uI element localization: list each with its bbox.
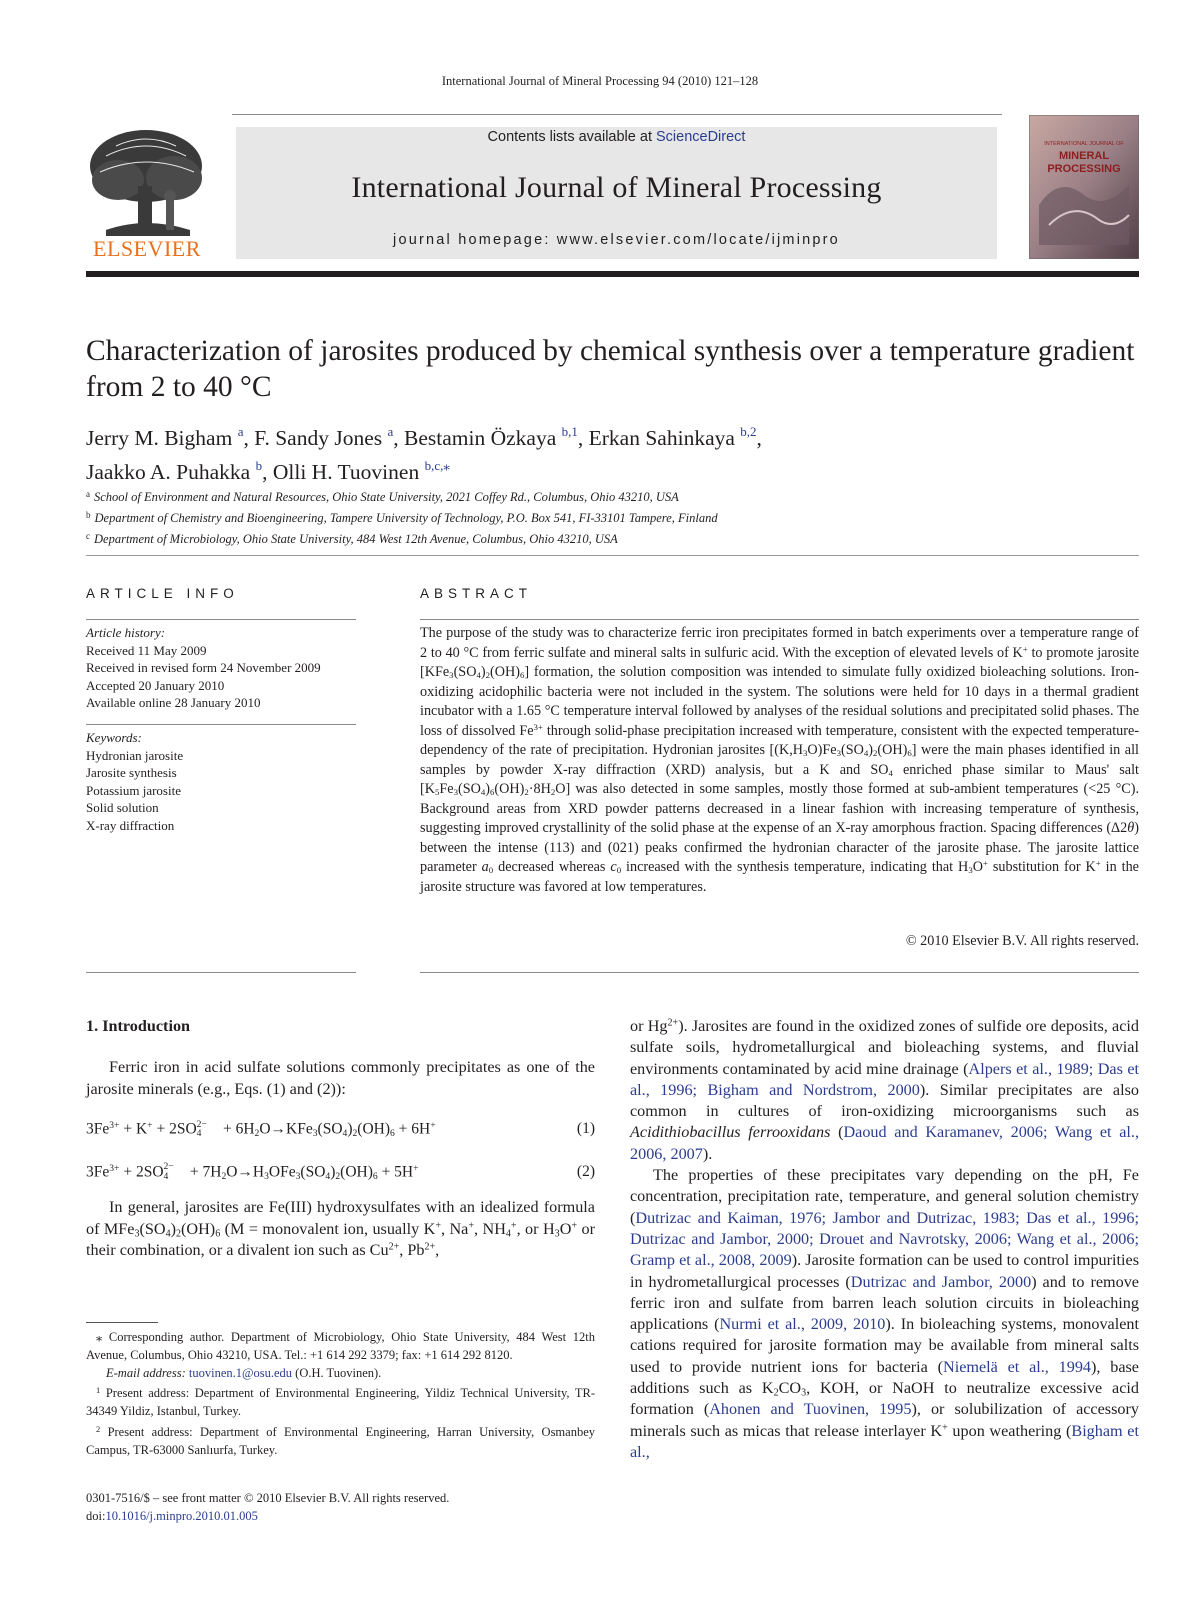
journal-homepage-link[interactable]: journal homepage: www.elsevier.com/locate/ijminpro [393, 232, 840, 248]
abstract-text: The purpose of the study was to characterize ferric iron precipitates formed in batch experiments over a temperature range of 2 to 40 °C from ferric sulfate and mineral salts in sulfuric acid. With the exception of elevated levels of K+ to promote jarosite $[KFe_3(SO_4)_2(OH)_6]$ formation, the solution composition was intended to simulate fully oxidized bioleaching solutions. Iron-oxidizing acidophilic bacteria were not included in the system. The solutions were held for 10 days in a thermal gradient incubator with a 1.65 °C temperature interval followed by analyses of the residual solutions and precipitated solid phases. The loss of dissolved $Fe^{3+}$ through solid-phase precipitation increased with temperature, consistent with the expected temperature-dependency of the rate of precipitation. Hydronian jarosites $[(K,H_3O)Fe_3(SO_4)_2(OH)_6]$ were the main phases identified in all samples by powder X-ray diffraction (XRD) analysis, but a K and $SO_4$ enriched phase similar to Maus' salt $[K_5Fe_3(SO_4)_6(OH)_2\cdot 8H_2O]$ was also detected in some samples, mostly those formed at sub-ambient temperatures (<25 °C). Background areas from XRD powder patterns decreased in a linear fashion with increasing temperature of synthesis, suggesting improved crystallinity of the solid phase at the expense of an X-ray amorphous fraction. Spacing differences (Δ2θ) between the intense (113) and (021) peaks confirmed the hydronian character of the jarosite phase. The jarosite lattice parameter $a_0$ decreased whereas $c_0$ increased with the synthesis temperature, indicating that $H_3O^+$ substitution for K+ in the jarosite structure was favored at low temperatures. [420, 625, 1139, 895]
affiliation-marker[interactable]: b,2 [740, 424, 757, 439]
history-item: Received in revised form 24 November 2009 [86, 660, 321, 675]
issn-line: 0301-7516/$ – see front matter © 2010 Elsevier B.V. All rights reserved. [86, 1491, 450, 1505]
divider [86, 724, 356, 725]
keyword: Solid solution [86, 800, 159, 815]
history-item: Accepted 20 January 2010 [86, 677, 225, 693]
citation-link[interactable]: Dutrizac and Kaiman, 1976; Jambor and Dutrizac, 1983; Das et al., 1996; Dutrizac and Jambor, 2000; Drouet and Navrotsky, 2006; Wang et al., 2006; Gramp et al., 2008, 2009 [630, 1208, 1139, 1270]
equation-number: (1) [576, 1119, 595, 1137]
affiliation [86, 506, 1146, 527]
affiliation-text: School of Environment and Natural Resources, Ohio State University, 2021 Coffey Rd., Columbus, Ohio 43210, USA [94, 490, 679, 504]
svg-text:MINERAL: MINERAL [1058, 150, 1110, 162]
svg-text:ELSEVIER: ELSEVIER [93, 236, 201, 260]
body-right-column [630, 1016, 1139, 1463]
affiliation-marker[interactable]: a [237, 424, 244, 439]
author-name: Erkan Sahinkaya [588, 426, 735, 450]
equation-number: (2) [576, 1162, 595, 1180]
affiliation-mark: a [86, 489, 90, 499]
affiliation-marker[interactable]: b,c,⁎ [424, 458, 450, 473]
footnote-divider [86, 1322, 158, 1323]
journal-masthead [236, 127, 997, 259]
journal-cover-image[interactable] [1029, 115, 1139, 259]
history-label: Article history: [86, 625, 166, 640]
footnote-1: $^1$ Present address: Department of Environmental Engineering, Yildiz Technical University, TR-34349 Yildiz, Istanbul, Turkey. [86, 1385, 595, 1419]
doi-line: doi:10.1016/j.minpro.2010.01.005 [86, 1508, 258, 1523]
affiliation-text: Department of Chemistry and Bioengineering, Tampere University of Technology, P.O. Box 541, FI-33101 Tampere, Finland [94, 511, 718, 525]
divider [420, 619, 1139, 620]
email-link[interactable]: tuovinen.1@osu.edu [188, 1365, 293, 1380]
equation-2: $3Fe^{3+} + 2SO$ 2− 4 + $7H_2O\to H_3OFe_3(SO_4)_2(OH)_6 + 5H^+$ (2) [86, 1161, 595, 1182]
footnote-email: E-mail address: tuovinen.1@osu.edu (O.H. Tuovinen). [106, 1365, 382, 1380]
paragraph: or $Hg^{2+}$). Jarosites are found in the oxidized zones of sulfide ore deposits, acid sulfate soils, hydrometallurgical and bioleaching systems, and fluvial environments contaminated by acid mine drainage (Alpers et al., 1989; Das et al., 1996; Bigham and Nordstrom, 2000). Similar precipitates are also common in cultures of iron-oxidizing microorganisms such as Acidithiobacillus ferrooxidans (Daoud and Karamanev, 2006; Wang et al., 2006, 2007). [630, 1017, 1140, 1163]
bottom-info [86, 1490, 595, 1526]
keyword: Jarosite synthesis [86, 765, 177, 780]
keywords-label: Keywords: [86, 730, 142, 745]
divider [420, 972, 1139, 973]
body-left-column [86, 1016, 595, 1261]
keyword: Potassium jarosite [86, 782, 181, 798]
author-separator: , [577, 426, 589, 450]
svg-text:INTERNATIONAL JOURNAL OF: INTERNATIONAL JOURNAL OF [1044, 141, 1124, 147]
keyword: X-ray diffraction [86, 817, 175, 833]
citation-link[interactable]: Niemelä et al., 1994 [943, 1357, 1092, 1376]
article-title: Characterization of jarosites produced by chemical synthesis over a temperature gradient from 2 to 40 °C [86, 335, 1135, 403]
article-history [86, 624, 366, 712]
citation-link[interactable]: Bigham et al., [630, 1421, 1139, 1461]
affiliation [86, 485, 1146, 506]
footnote-2: $^2$ Present address: Department of Environmental Engineering, Harran University, Osmanbey Campus, TR-63000 Sanlıurfa, Turkey. [86, 1423, 595, 1457]
keywords [86, 729, 366, 834]
citation-link[interactable]: Ahonen and Tuovinen, 1995 [709, 1400, 912, 1419]
divider [86, 555, 1139, 556]
citation-link[interactable]: Daoud and Karamanev, 2006; Wang et al., 2006, 2007 [630, 1123, 1140, 1163]
copyright-notice: © 2010 Elsevier B.V. All rights reserved. [905, 933, 1139, 949]
affiliation-marker[interactable]: b [255, 458, 263, 473]
citation-link[interactable]: Dutrizac and Jambor, 2000 [850, 1272, 1032, 1291]
footnote-corresponding: ⁎ Corresponding author. Department of Microbiology, Ohio State University, 484 West 12th Avenue, Columbus, Ohio 43210, USA. Tel.: +1 614 292 3379; fax: +1 614 292 8120. [86, 1330, 595, 1362]
author-name: Bestamin Özkaya [404, 426, 557, 450]
citation-link[interactable]: Nurmi et al., 2009, 2010 [719, 1315, 886, 1334]
affiliation [86, 527, 1146, 548]
author-name: Jerry M. Bigham [86, 426, 233, 450]
paragraph: In general, jarosites are Fe(III) hydroxysulfates with an idealized formula of $MFe_3(SO_4)_2(OH)_6$ (M = monovalent ion, usually K+, Na+, $NH_4^+$, or $H_3O^+$ or their combination, or a divalent ion such as $Cu^{2+}$, $Pb^{2+}$, [86, 1198, 595, 1260]
journal-title: International Journal of Mineral Processing [351, 171, 882, 204]
author-name: Olli H. Tuovinen [272, 460, 420, 484]
sciencedirect-link[interactable]: ScienceDirect [656, 129, 746, 145]
affiliation-mark: c [86, 531, 90, 541]
equation-1: $3Fe^{3+} + K^+ + 2SO$ 2− 4 + $6H_2O\to KFe_3(SO_4)_2(OH)_6 + 6H^+$ (1) [86, 1118, 595, 1140]
author-separator: , [243, 426, 255, 450]
tree-icon [86, 126, 208, 260]
affiliation-marker[interactable]: a [387, 424, 394, 439]
author-name: Jaakko A. Puhakka [86, 460, 251, 484]
author-name: F. Sandy Jones [254, 426, 383, 450]
affiliations [86, 485, 1146, 548]
divider [232, 114, 1002, 115]
history-item: Available online 28 January 2010 [86, 695, 261, 710]
running-head: International Journal of Mineral Processing 94 (2010) 121–128 [441, 74, 759, 88]
author-separator: , [756, 426, 762, 450]
affiliation-mark: b [86, 510, 91, 520]
affiliation-marker[interactable]: b,1 [561, 424, 578, 439]
affiliation-text: Department of Microbiology, Ohio State University, 484 West 12th Avenue, Columbus, Ohio 43210, USA [94, 532, 618, 546]
abstract-heading: ABSTRACT [420, 586, 533, 601]
paragraph: The properties of these precipitates vary depending on the pH, Fe concentration, precipitation rate, temperature, and general solution chemistry (Dutrizac and Kaiman, 1976; Jambor and Dutrizac, 1983; Das et al., 1996; Dutrizac and Jambor, 2000; Drouet and Navrotsky, 2006; Wang et al., 2006; Gramp et al., 2008, 2009). Jarosite formation can be used to control impurities in hydrometallurgical processes (Dutrizac and Jambor, 2000) and to remove ferric iron and sulfate from barren leach solution circuits in bioleaching applications (Nurmi et al., 2009, 2010). In bioleaching systems, monovalent cations required for jarosite formation may be available from mineral salts used to provide nutrient ions for bacteria (Niemelä et al., 1994), base additions such as $K_2CO_3$, KOH, or NaOH to neutralize excessive acid formation (Ahonen and Tuovinen, 1995), or solubilization of accessory minerals such as micas that release interlayer K+ upon weathering (Bigham et al., [630, 1166, 1139, 1461]
doi-link[interactable]: 10.1016/j.minpro.2010.01.005 [105, 1508, 258, 1523]
author-list [86, 418, 1146, 486]
article-info-heading: ARTICLE INFO [86, 586, 239, 601]
elsevier-logo[interactable] [86, 126, 208, 260]
citation-link[interactable]: Alpers et al., 1989; Das et al., 1996; Bigham and Nordstrom, 2000 [630, 1059, 1139, 1099]
paragraph: Ferric iron in acid sulfate solutions commonly precipitates as one of the jarosite minerals (e.g., Eqs. (1) and (2)): [86, 1058, 595, 1098]
svg-text:PROCESSING: PROCESSING [1047, 163, 1121, 175]
divider [86, 619, 356, 620]
footnotes [86, 1329, 595, 1460]
header-divider [86, 271, 1139, 277]
history-item: Received 11 May 2009 [86, 642, 207, 658]
section-heading: 1. Introduction [86, 1017, 191, 1035]
contents-line: Contents lists available at ScienceDirect [487, 129, 746, 145]
author-separator: , [393, 426, 405, 450]
author-separator: , [262, 460, 273, 484]
divider [86, 972, 356, 973]
keyword: Hydronian jarosite [86, 747, 184, 763]
